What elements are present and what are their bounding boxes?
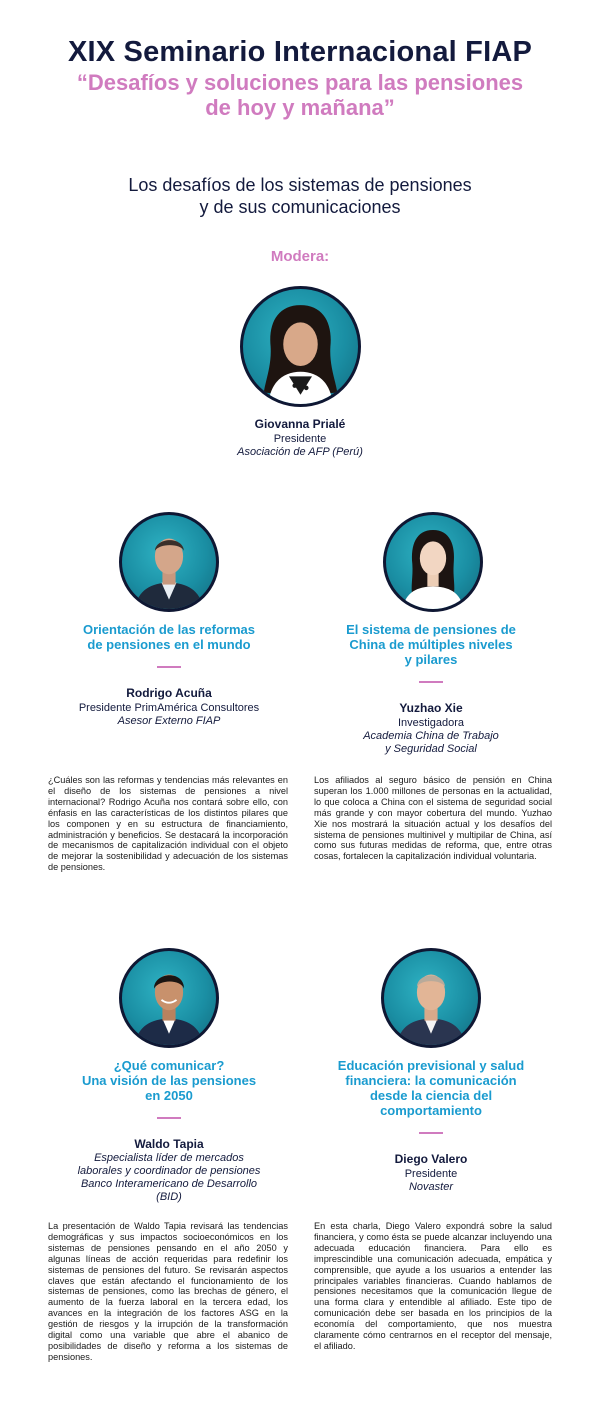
page-subtitle <box>0 70 600 120</box>
speaker-abstract: En esta charla, Diego Valero expondrá sobre la salud financiera, y como ésta se puede alcanzar incluyendo una adecuada educación financiera. Para ello es imprescindible una comunicación adecuada, empática y comprensible, que ayude a los usuarios a entender las principales variables financieras. Cuando hablamos de pensiones necesitamos que la comunicación llegue de una forma clara y entendible al afiliado. Este tipo de comunicación debe ser basada en los principios de la economía del comportamiento, que nos muestra claramente cómo centrarnos en el receptor del mensaje, el afiliado. <box>314 1221 552 1351</box>
speaker-org: y Seguridad Social <box>385 743 477 755</box>
person-photo-icon <box>122 951 216 1045</box>
speaker-org: Especialista líder de mercados <box>94 1152 244 1164</box>
talk-title-line: Orientación de las reformas <box>83 622 255 637</box>
person-photo-icon <box>384 951 478 1045</box>
speaker-org: Banco Interamericano de Desarrollo <box>80 1178 258 1190</box>
moderator-photo <box>240 286 361 407</box>
talk-title-line: y pilares <box>404 652 458 667</box>
speaker-name: Rodrigo Acuña <box>126 686 212 700</box>
speaker-name: Yuzhao Xie <box>399 701 463 715</box>
speaker-org: Novaster <box>408 1181 454 1193</box>
speaker-org: Academia China de Trabajo <box>363 730 499 742</box>
page-title: XIX Seminario Internacional FIAP <box>67 36 533 68</box>
session-title-line: Los desafíos de los sistemas de pensiones <box>128 175 472 195</box>
speaker-block-xie <box>300 622 562 756</box>
moderator-label: Modera: <box>270 248 330 265</box>
speaker-name: Diego Valero <box>394 1152 468 1166</box>
speaker-org: Asesor Externo FIAP <box>117 715 221 727</box>
speaker-org: (BID) <box>156 1191 182 1203</box>
speaker-block-acuna <box>40 622 298 728</box>
speaker-block-tapia <box>40 1058 298 1204</box>
talk-title-line: desde la ciencia del <box>369 1088 493 1103</box>
moderator-role: Presidente <box>273 433 327 445</box>
session-title <box>0 174 600 218</box>
subtitle-line: “Desafíos y soluciones para las pensiones <box>76 70 524 95</box>
speaker-role: Presidente PrimAmérica Consultores <box>78 702 260 714</box>
talk-title-line: ¿Qué comunicar? <box>113 1058 225 1073</box>
speaker-photo-valero <box>381 948 481 1048</box>
talk-title-line: en 2050 <box>145 1088 193 1103</box>
speaker-photo-xie <box>383 512 483 612</box>
session-title-line: y de sus comunicaciones <box>199 197 401 217</box>
talk-title <box>300 622 562 667</box>
person-photo-icon <box>386 515 480 609</box>
speaker-name: Waldo Tapia <box>134 1137 204 1151</box>
speaker-org: laborales y coordinador de pensiones <box>77 1165 261 1177</box>
subtitle-line: de hoy y mañana” <box>205 95 395 120</box>
divider <box>157 1117 181 1119</box>
person-photo-icon <box>243 289 358 404</box>
talk-title <box>40 1058 298 1103</box>
speaker-block-valero <box>300 1058 562 1194</box>
divider <box>419 1132 443 1134</box>
divider <box>419 681 443 683</box>
talk-title-line: Una visión de las pensiones <box>81 1073 257 1088</box>
speaker-role: Presidente <box>404 1168 458 1180</box>
talk-title-line: China de múltiples niveles <box>349 637 513 652</box>
speaker-role: Investigadora <box>397 717 465 729</box>
talk-title-line: comportamiento <box>380 1103 482 1118</box>
speaker-abstract: ¿Cuáles son las reformas y tendencias más relevantes en el diseño de los sistemas de pensiones a nivel internacional? Rodrigo Acuña nos contará sobre ello, con énfasis en las características de los distintos pilares que los componen y en su estructura de financiamiento, administración y beneficios. Se destacará la incorporación de mecanismos de capitalización individual con el objeto de mejorar la sostenibilidad y adecuación de los sistemas de pensiones. <box>48 775 288 873</box>
speaker-abstract: La presentación de Waldo Tapia revisará las tendencias demográficas y sus impactos socioeconómicos en los sistemas de pensiones pensando en el año 2050 y algunas líneas de acción requeridas para redefinir los sistemas de pensiones del futuro. Se revisarán aspectos claves que están afectando el funcionamiento de los sistemas de pensiones, como las brechas de género, el aumento de la fuerza laboral en la tercera edad, los avances en la integración de los factores ASG en la gestión de riesgos y la irrupción de la transformación digital como una variable que abre el abanico de posibilidades de diseño y reforma a los sistemas de pensiones. <box>48 1221 288 1362</box>
moderator-name: Giovanna Prialé <box>254 417 346 431</box>
person-photo-icon <box>122 515 216 609</box>
talk-title-line: financiera: la comunicación <box>345 1073 517 1088</box>
talk-title-line: Educación previsional y salud <box>337 1058 525 1073</box>
talk-title <box>40 622 298 652</box>
speaker-photo-acuna <box>119 512 219 612</box>
talk-title-line: de pensiones en el mundo <box>87 637 251 652</box>
speaker-abstract: Los afiliados al seguro básico de pensión en China superan los 1.000 millones de personas en la actualidad, lo que coloca a China con el sistema de seguridad social más grande y con mayor cobertura del mundo. Yuzhao Xie nos mostrará la situación actual y los desafíos del sistema de pensiones multinivel y multipilar de China, así como sus futuras medidas de reforma, que, entre otras cosas, fortalecen la capitalización individual voluntaria. <box>314 775 552 862</box>
divider <box>157 666 181 668</box>
talk-title <box>300 1058 562 1118</box>
speaker-photo-tapia <box>119 948 219 1048</box>
moderator-info <box>0 416 600 459</box>
moderator-org: Asociación de AFP (Perú) <box>237 446 363 458</box>
talk-title-line: El sistema de pensiones de <box>346 622 516 637</box>
